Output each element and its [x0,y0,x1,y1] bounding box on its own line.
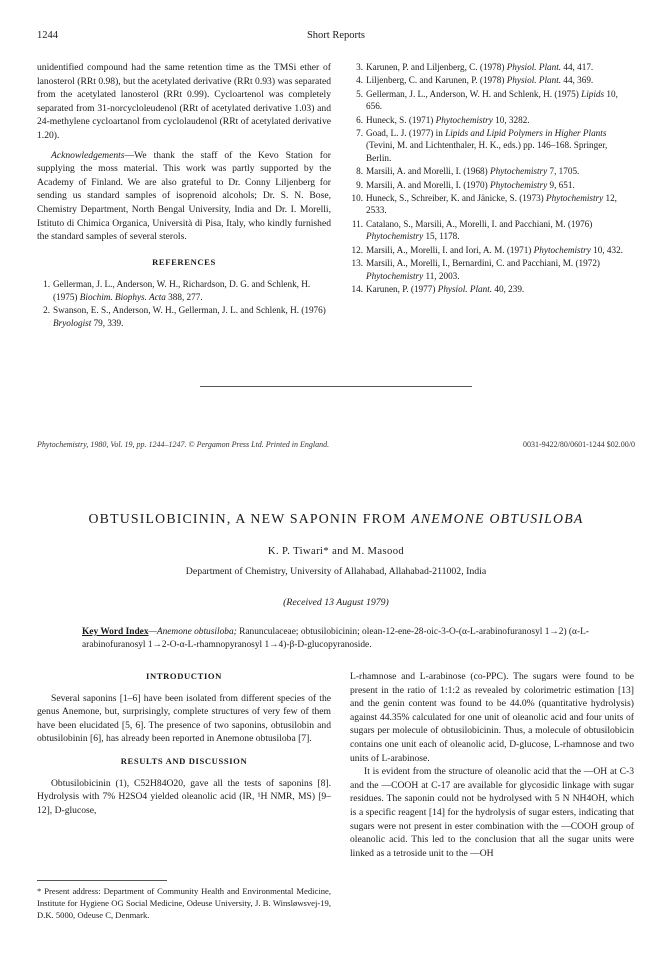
introduction-heading: INTRODUCTION [146,671,222,681]
results-paragraph: Obtusilobicinin (1), C52H84O20, gave all the tests of saponins [8]. Hydrolysis with 7% H2SO4 yielded oleanolic acid (IR, ¹H NMR, MS) [9–12], D-glucose, [37,777,331,816]
results-paragraph-2: It is evident from the structure of oleanolic acid that the —OH at C-3 and the —COOH at C-17 are available for glycosidic linkage with sugar residues. The saponin could not be hydrolysed with 5 N NH4OH, which is a specific reagent [14] for the hydrolysis of sugar esters, indicating that sugars were not present in ester combination with the —COOH group of oleanolic acid. This led to the conclusion that all the sugar units were linked as a tetroside unit to the —OH [350,766,634,859]
introduction-paragraph: Several saponins [1–6] have been isolated from different species of the genus Anemone, but, surprisingly, complete structures of very few of them have been elucidated [5, 6]. The presence of two saponins, obtusilobin and obtusilobinin [6], has already been reported in Anemone obtusiloba [7]. [37,692,331,745]
reference-item [350,218,634,243]
reference-journal: Phytochemistry [366,231,424,242]
results-heading: RESULTS AND DISCUSSION [120,755,248,766]
reference-authors: Marsili, A., Morelli, I., Bernardini, C. and Pacchiani, M. (1972) [366,258,600,269]
article-title-main: OBTUSILOBICININ, A NEW SAPONIN FROM [88,511,412,526]
reference-volume: (Tevini, M. and Lichtenthaler, H. K., eds.) pp. 146–168. Springer, Berlin. [366,140,608,163]
reference-authors: Huneck, S. (1971) [366,114,436,125]
reference-journal: Lipids and Lipid Polymers in Higher Plants [445,128,607,139]
reference-number: 5. [356,88,363,99]
reference-item [350,244,634,256]
key-word-text: Ranunculaceae; obtusilobicinin; olean-12-ene-28-oic-3-O-(α-L-arabinofuranosyl 1→2) (α-L-arabinofuranosyl 1→2-O-α-L-rhamnopyranosyl 1→4)-β-D-glucopyranoside. [82,627,589,650]
prev-article-left-column [37,61,331,330]
journal-citation-line [37,440,635,452]
reference-journal: Physiol. Plant. [506,62,562,72]
key-word-index-label: Key Word Index [82,627,149,637]
reference-volume: 44, 369. [561,75,594,86]
page-number: 1244 [37,30,58,41]
reference-authors: Huneck, S., Schreiber, K. and Jänicke, S. (1973) [366,193,547,204]
reference-item [350,114,634,126]
reference-item [37,278,331,303]
reference-journal: Phytochemistry [366,270,424,281]
reference-item [350,179,634,191]
reference-authors: Karunen, P. (1977) [366,283,438,294]
article-left-column [37,670,331,817]
reference-number: 7. [356,128,363,139]
article-title-species: ANEMONE OBTUSILOBA [411,511,584,526]
reference-authors: Swanson, E. S., Anderson, W. H., Gellerman, J. L. and Schlenk, H. (1976) [53,305,326,316]
reference-number: 2. [43,305,50,316]
article-right-column [350,670,634,860]
reference-number: 1. [43,279,50,290]
reference-volume: 40, 239. [492,283,525,294]
reference-journal: Bryologist [53,317,92,328]
reference-authors: Marsili, A. and Morelli, I. (1970) [366,179,491,190]
reference-item [350,257,634,282]
reference-volume: 10, 432. [590,244,623,255]
reference-number: 11. [351,218,363,229]
reference-volume: 10, 656. [366,88,618,112]
references-list-right [350,61,634,295]
reference-journal: Phytochemistry [490,166,548,177]
prev-article-paragraph: unidentified compound had the same retention time as the TMSi ether of lanosterol (RRt 0.98), but the acetylated derivative (RRt 0.93) was separated from the acetylated lanosterol (RRt 0.99). Cycloartenol was completely separated from 31-norcycloleudenol (RRt of acetylated derivative 1.03) and 24-methylene cycloartanol from cyclolaudenol (RRt of acetylated derivative 1.20). [37,62,331,141]
reference-journal: Biochim. Biophys. Acta [79,291,166,302]
reference-item [350,192,634,217]
key-word-species: —Anemone obtusiloba; [148,627,237,637]
reference-number: 13. [351,258,363,269]
reference-item [350,165,634,177]
reference-volume: 12, 2533. [366,193,617,216]
article-title [0,511,672,527]
reference-item [37,304,331,329]
reference-volume: 79, 339. [91,317,124,328]
reference-authors: Marsili, A., Morelli, I. and Iori, A. M. (1971) [366,244,534,255]
reference-number: 4. [356,75,363,86]
reference-journal: Phytochemistry [490,179,548,190]
results-paragraph-continued: L-rhamnose and L-arabinose (co-PPC). The sugars were found to be present in the ratio of 1:1:2 as revealed by colorimetric estimation [13] and the genin content was found to be 44.0% (quantitative hydrolysis) against 44.35% calculated for one unit of oleanolic acid and four units of sugars per molecule of obtusilobicinin. Thus, a molecule of obtusilobicin contains one unit each of oleanolic acid, D-glucose, L-rhamnose and two units of L-arabinose. [350,671,634,764]
reference-authors: Gellerman, J. L., Anderson, W. H. and Schlenk, H. (1975) [366,88,582,99]
reference-number: 12. [351,244,363,255]
reference-number: 8. [356,166,363,177]
reference-volume: 9, 651. [547,179,575,190]
reference-item [350,61,634,73]
reference-journal: Phytochemistry [533,244,591,255]
reference-number: 3. [356,62,363,72]
references-list-left [37,278,331,329]
reference-volume: 15, 1178. [423,231,460,242]
reference-item [350,283,634,295]
references-heading: REFERENCES [152,256,216,267]
reference-number: 10. [351,193,363,204]
reference-number: 14. [351,283,363,294]
reference-journal: Physiol. Plant. [437,283,493,294]
journal-code: 0031-9422/80/0601-1244 $02.00/0 [523,440,635,449]
received-date: (Received 13 August 1979) [283,597,389,608]
reference-volume: 7, 1705. [547,166,580,177]
reference-journal: Phytochemistry [546,193,604,204]
footnote-rule [37,880,167,881]
reference-authors: Karunen, P. and Liljenberg, C. (1978) [366,62,507,72]
reference-authors: Goad, L. J. (1977) in [366,128,446,139]
reference-item [350,127,634,164]
reference-number: 9. [356,179,363,190]
reference-number: 6. [356,114,363,125]
acknowledgements [37,149,331,244]
reference-authors: Liljenberg, C. and Karunen, P. (1978) [366,75,507,86]
reference-journal: Phytochemistry [435,114,493,125]
reference-volume: 388, 277. [165,291,203,302]
reference-volume: 44, 417. [561,62,594,72]
reference-journal: Lipids [581,88,605,99]
reference-volume: 11, 2003. [423,270,460,281]
prev-article-right-column [350,61,634,296]
ack-text: —We thank the staff of the Kevo Station for supplying the moss material. This work was partly supported by the Academy of Finland. We are also grateful to Dr. Conny Liljenberg for sending us standard samples of isoprenoid alcohols; Dr. S. N. Bose, Chemistry Department, North Bengal University, India and Dr. I. Morelli, Istituto di Chimica Organica, Università di Pisa, Italy, who kindly furnished the standard samples of several sterols. [37,149,331,243]
reference-journal: Physiol. Plant. [506,75,562,86]
ack-label: Acknowledgements [51,149,125,161]
key-word-index [82,626,592,652]
reference-item [350,88,634,113]
reference-authors: Gellerman, J. L., Anderson, W. H., Richardson, D. G. and Schlenk, H. (1975) [53,279,311,302]
reference-item [350,74,634,86]
running-title: Short Reports [306,30,366,41]
article-affiliation: Department of Chemistry, University of Allahabad, Allahabad-211002, India [185,566,487,577]
reference-authors: Catalano, S., Marsili, A., Morelli, I. and Pacchiani, M. (1976) [366,218,593,229]
running-header [37,30,635,44]
reference-authors: Marsili, A. and Morelli, I. (1968) [366,166,491,177]
journal-citation: Phytochemistry, 1980, Vol. 19, pp. 1244–1247. © Pergamon Press Ltd. Printed in England. [37,440,330,449]
article-authors: K. P. Tiwari* and M. Masood [267,546,405,557]
author-footnote: * Present address: Department of Community Health and Environmental Medicine, Institute for Hygiene OG Social Medicine, Odeuse University, J. B. Winsløwsvej-19, D.K. 5000, Odeuse C, Denmark. [37,886,331,920]
reference-volume: 10, 3282. [492,114,530,125]
article-separator-rule [200,386,472,387]
